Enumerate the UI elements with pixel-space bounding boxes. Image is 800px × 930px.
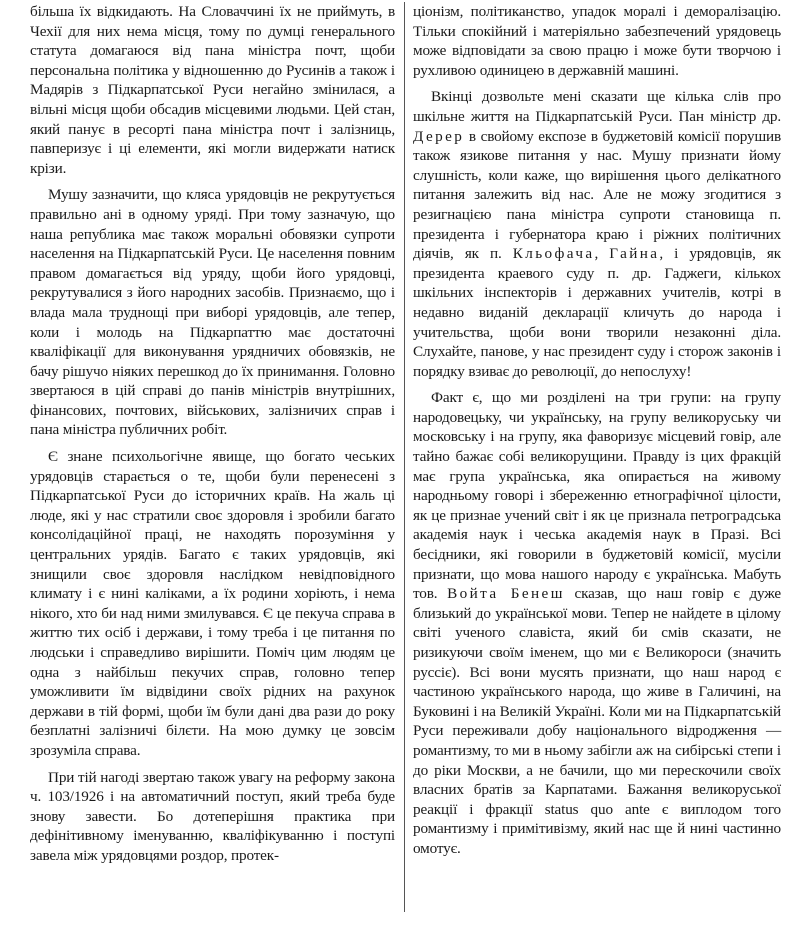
text-run: в свойому експозе в буджетовій комісії порушив також язикове питання у нас. Мушу признати йому слушність, коли каже, що вирішення цього делікатного питання залежить від нас. Але не можу згодитися з резигнацією пана міністра супроти становища п. президента і губернатора краю і ріжних політичних діячів, як п. <box>413 127 781 263</box>
text-run: , і урядовців, як президента краевого суду п. др. Гаджеги, кількох шкільних інспекторів і державних учителів, котрі в недавно виданій декларації кличуть до народа і учительства, щоби вони творили незаконні діла. Слухайте, панове, у нас президент суду і сторож законів і порядку взиває до революції, до непослуху! <box>413 245 781 380</box>
column-divider <box>404 2 405 912</box>
text-run: Факт є, що ми розділені на три групи: на групу народовецьку, чи українську, на групу великоруську чи московську і на групу, яка фаворизує місцевий говір, але тайно бажає собі великорущини. Правду із цих фракцій має група українська, яка опирається на живому народньому говорі і збереженню етнографічної цілости, як це признае учений світ і як це признала петроградська академія наук і чеська академія наук в Празі. Всі бесідники, які говорили в буджетовій комісії, мусіли признати, що мова нашого народу є українська. Мабуть тов. <box>413 389 781 603</box>
paragraph: При тій нагоді звертаю також увагу на реформу закона ч. 103/1926 і на автоматичний поступ, який треба буде знову завести. Бо дотеперішня практика при дефінітивному іменуванню, кваліфікуванню і поступі завела між урядовцями роздор, протек- <box>30 768 395 864</box>
paragraph: ціонізм, політиканство, упадок моралі і деморалізацію. Тільки спокійний і матеріяльно забезпечений урядовець може відповідати за свою працю і може бути творчою і рухливою одиницею в державній машині. <box>413 3 781 79</box>
text-run: Вкінці дозвольте мені сказати ще кілька слів про шкільне життя на Підкарпатській Руси. Пан міністр др. <box>413 88 781 125</box>
person-name: Войта Бенеш <box>447 585 565 603</box>
paragraph <box>413 87 781 381</box>
paragraph: більша їх відкидають. На Словаччині їх не приймуть, в Чехії для них нема місця, тому по думці генерального статута домагаюся від пана міністра почт, щоби персональна політика у відношенню до Русинів а також і Мадярів з Підкарпатської Руси негайно змінилася, а вільні місця щоби обсадив місцевими людьми. Цей стан, який панує в ресорті пана міністра почт і залізниць, павперизує і ці елементи, які могли видержати натиск крізи. <box>30 3 395 177</box>
paragraph: Є знане психольогічне явище, що богато чеських урядовців старається о те, щоби були перенесені з Підкарпатської Руси до історичних країв. На жаль ці люде, які у нас стратили своє здоровля і зробили багато консолідаційної праці, не находять порозуміння у центральних урядів. Багато є таких урядовців, які знищили своє здоровля наслідком невідповідного климату і є нині каліками, а їх родини хоріють, і нема нікого, хто би над ними змилувався. Є це пекуча справа в життю тих осіб і держави, і тому треба і це питання по людськи і справедливо вирішити. Поміч цим людям це одна з найбільш пекучих справ, головно тепер уможливити їм відвідини своїх рідних на рахунок держави в тій формі, щоби їм були дані два рази до року безплатні залізничі білєти. На мою думку це зовсім зрозуміла справа. <box>30 448 395 759</box>
person-name: Гайна <box>609 245 660 263</box>
paragraph <box>413 388 781 858</box>
right-column <box>413 2 781 866</box>
text-run: сказав, що наш говір є дуже близький до української мови. Тепер не найдете в цілому світі ученого славіста, який би смів сказати, не ризикуючи своїм іменем, що ми є Великороси (значить руссіє). Всі вони мусять признати, що наш народ є частиною українського народа, що живе в Галичині, на Буковині і на Великій Україні. Коли ми на Підкарпатській Руси переживали добу національного відродження — романтизму, то ми в ньому забігли аж на сибірські степи і до ріки Москви, а не бачили, що ми перескочили своїх власних братів за Карпатами. Бажання великоруської реакції і фракції status quo ante є виплодом того романтизму і примітивізму, який нас ще й нині частинно омотує. <box>413 585 781 857</box>
left-column <box>30 2 395 873</box>
person-name: Дерер <box>413 127 465 145</box>
person-name: Кльофача <box>512 245 595 263</box>
paragraph: Мушу зазначити, що кляса урядовців не рекрутується правильно ані в одному уряді. При тому зазначую, що наша република має також моральні обовязки супроти населення на Підкарпатській Руси. Це населення повним правом домагається від уряду, щоби його урядовці, рекрутувалися з його народних засобів. Признаємо, що і влада мала труднощі при виборі урядовців, але тепер, коли і молодь на Підкарпаттю має достаточні кваліфікації для виконування урядничих обовязків, не бачу рішучо ніяких перешкод до їх принимання. Головно звертаюся в цій справі до панів міністрів внутрішних, фінансових, почтових, військових, залізничих справ і пана міністра публичних робіт. <box>30 186 395 439</box>
text-run: , <box>594 245 599 263</box>
